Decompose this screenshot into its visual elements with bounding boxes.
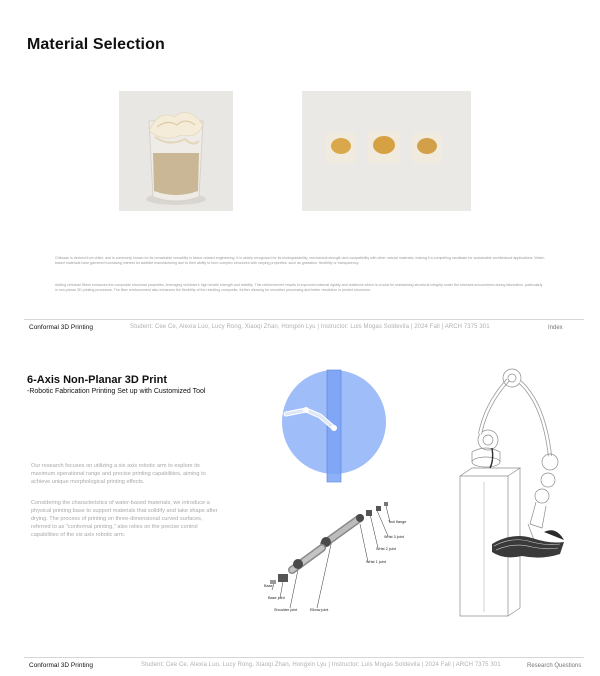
chitosan-cup-photo — [119, 91, 233, 211]
robot-line-drawing — [432, 364, 582, 624]
footer-section-research-questions[interactable]: Research Questions — [527, 663, 582, 669]
label-base-joint: Base joint — [268, 596, 285, 600]
page-title-six-axis: 6-Axis Non-Planar 3D Print — [27, 374, 167, 386]
label-wrist-1-joint: Wrist 1 joint — [366, 560, 386, 564]
research-paragraph-1: Our research focuses on utilizing a six axis robotic arm to explore its maximum operational range and precise printing capabilities, aiming to achieve unique morphological printing effects. — [31, 463, 206, 485]
footer-credits-2: Student: Cee Ce, Alexia Luo, Lucy Rong, Xiaoqi Zhan, Hongxin Lyu | Instructor: Luis Mogas Soldevila | 2024 Fall | ARCH 7375 301 — [141, 662, 501, 668]
robot-arm-pole-diagram — [280, 366, 390, 486]
footer-project-title: Conformal 3D Printing — [29, 324, 93, 331]
material-paragraph-1: Chitosan is derived from chitin, and is commonly known for its remarkable versatility in tissue-related engineering. It is widely recognized for its biodegradability, mechanical strength and compatibility with other natural materials, making it a compelling candidate for sustainable architectural applications. Water-based materials have garnered increasing interest for additive manufacturing due to their ability to form complex structures with varying properties, such as gradation, flexibility or transparency. — [55, 256, 545, 265]
robot-joints-exploded-diagram — [262, 498, 420, 622]
label-wrist-2-joint: Wrist 2 joint — [376, 547, 396, 551]
page-subtitle: -Robotic Fabrication Printing Set up with Customized Tool — [27, 388, 206, 395]
label-base: Base — [264, 584, 273, 588]
footer-divider — [24, 319, 584, 320]
footer-project-title-2: Conformal 3D Printing — [29, 662, 93, 669]
label-elbow-joint: Elbow joint — [310, 608, 329, 612]
footer-divider-2 — [24, 657, 584, 658]
printed-cubes-photo — [302, 91, 471, 211]
material-paragraph-2: Adding cellulose fibers enhances the composite structural properties, leveraging cellulose's high tensile strength and stability. This reinforcement results in improved material rigidity and resilience which is crucial for maintaining structural integrity under the stresses encountered during fabrication, particularly in non-planar 3D printing processes. The fiber reinforcement also enhances the flexibility of the resulting composite, further allowing for smoother processing and better resolution in printed structures. — [55, 283, 543, 292]
label-tool-flange: Tool flange — [388, 520, 407, 524]
footer-credits: Student: Cee Ce, Alexia Luo, Lucy Rong, Xiaoqi Zhan, Hongxin Lyu | Instructor: Luis Mogas Soldevila | 2024 Fall | ARCH 7375 301 — [130, 324, 490, 330]
label-shoulder-joint: Shoulder joint — [274, 608, 298, 612]
label-wrist-3-joint: Wrist 3 joint — [384, 535, 404, 539]
page-title-material-selection: Material Selection — [27, 36, 165, 53]
footer-section-index[interactable]: Index — [548, 325, 563, 331]
research-paragraph-2: Considering the characteristics of water-based materials, we introduce a physical printing base to support materials that solidify and take shape after drying. The process of printing on three-dimensional curved surfaces, referred to as "conformal printing," also relies on the precise control capabilities of the six axis robotic arm. — [31, 500, 218, 538]
